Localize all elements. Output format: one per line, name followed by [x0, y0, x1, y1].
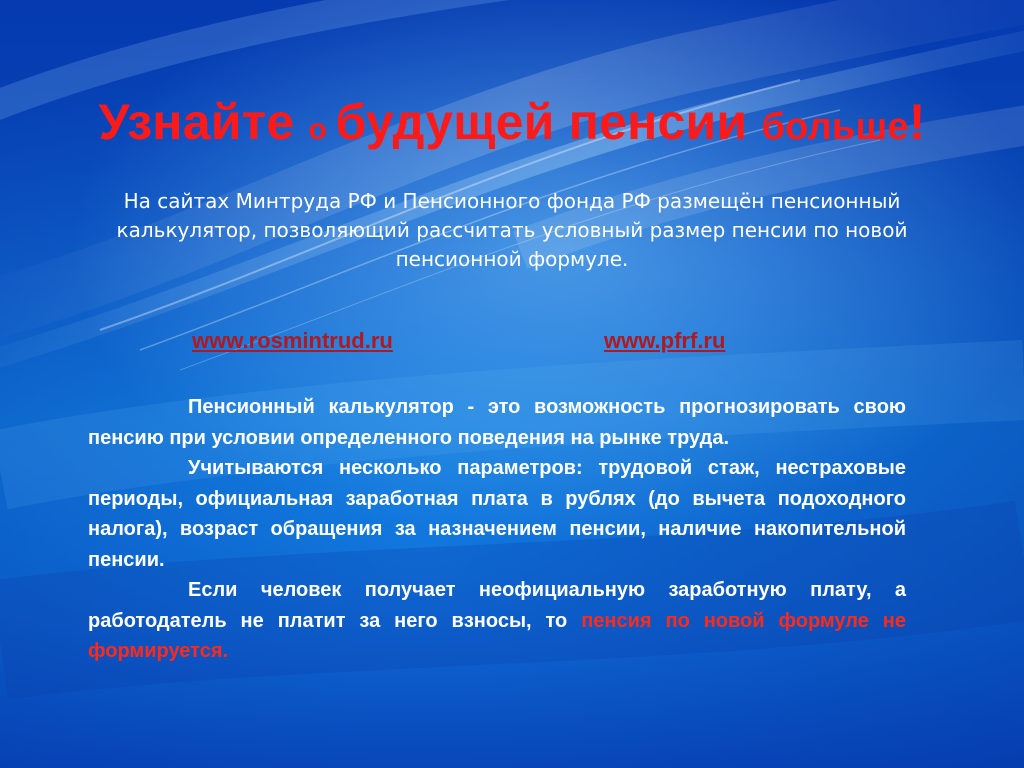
title-part-3: будущей пенсии — [335, 94, 762, 150]
paragraph-calculator: Пенсионный калькулятор - это возможность прогнозировать свою пенсию при условии определенного поведения на рынке труда. — [88, 396, 906, 449]
title-part-4: больше — [761, 106, 909, 148]
title-part-2: о — [308, 113, 336, 146]
slide-title — [0, 92, 1024, 160]
body-text — [88, 392, 906, 667]
link-rosmintrud[interactable]: www.rosmintrud.ru — [192, 328, 393, 353]
paragraph-informal-salary — [88, 575, 906, 667]
link-pfrf[interactable]: www.pfrf.ru — [604, 328, 726, 353]
title-part-5: ! — [908, 94, 926, 150]
paragraph-informal-salary-text: Если человек получает неофициальную заработную плату, а работодатель не платит за него взносы, то — [88, 579, 906, 632]
paragraph-parameters: Учитываются несколько параметров: трудовой стаж, нестраховые периоды, официальная заработная плата в рублях (до вычета подоходного налога), возраст обращения за назначением пенсии, наличие накопительной пенсии. — [88, 457, 906, 571]
paragraph-highlight: пенсия по новой формуле не формируется. — [88, 609, 906, 662]
title-part-1: Узнайте — [98, 94, 309, 150]
intro-text: На сайтах Минтруда РФ и Пенсионного фонда РФ размещён пенсионный калькулятор, позволяющий рассчитать условный размер пенсии по новой пенсионной формуле. — [116, 189, 908, 271]
